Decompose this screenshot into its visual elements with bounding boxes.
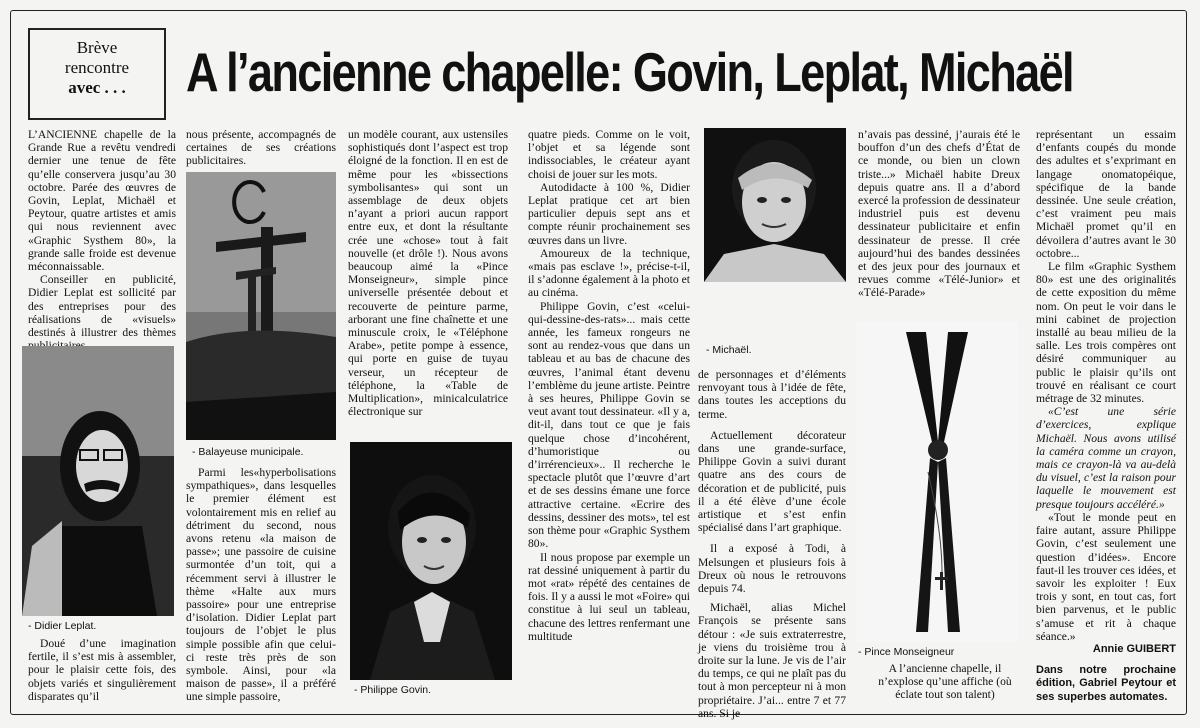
paragraph-hyperbolisations: Parmi les«hyperbolisations sympathiques», dans lesquelles le premier élément est volontairement mis en relief au détriment du second, nous avons retenu «la maison de passe»; une passoire de cuisine surmontée d’un toit, qui a récemment servi à illustrer le thème «Halte aux murs passoire» pour une entreprise d’isolation. Didier Leplat part toujours de l’objet le plus simple possible afin que celui-ci reste très près de son symbole. Ainsi, pour «la maison de passe», il a préféré une simple passoire,	[186, 466, 336, 704]
column-7	[1036, 128, 1176, 703]
column-1-bottom	[28, 637, 176, 703]
paragraph-todi: Il a exposé à Todi, à Melsungen et plusieurs fois à Dreux où nous le retrouvons depuis 74.	[698, 542, 846, 596]
paragraph-personnages: de personnages et d’éléments renvoyant tous à l’idée de fête, dans toutes les acceptions du terme.	[698, 368, 846, 421]
paragraph-decorateur: Actuellement décorateur dans une grande-surface, Philippe Govin a suivi durant quatre ans des cours de décoration et de publicité, puis il a été élève d’une école artistique et s’est enfin spécialisé dans l’art graphique.	[698, 428, 846, 535]
paragraph-tout-le-monde: «Tout le monde peut en faire autant, assure Philippe Govin, c’est seulement une question d’idées». Encore faut-il les trouver ces idées, et savoir les exploiter ! Eux trois y sont, en tout cas, fort bien parvenus, et le public s’amuse et rit à chaque séance.»	[1036, 510, 1176, 643]
paragraph-quatre-pieds: quatre pieds. Comme on le voit, l’objet et sa légende sont indissociables, le créateur ayant choisi de jouer sur les mots.	[528, 128, 690, 181]
photo-michael	[704, 128, 846, 282]
footnote-next-edition: Dans notre prochaine édition, Gabriel Peytour et ses superbes automates.	[1036, 664, 1176, 703]
paragraph-autodidacte: Autodidacte à 100 %, Didier Leplat pratique cet art bien particulier depuis sept ans et compte réunir prochainement ses œuvres dans un livre.	[528, 180, 690, 247]
column-4	[528, 128, 690, 700]
photo-balayeuse	[186, 172, 336, 440]
caption-leplat: - Didier Leplat.	[28, 620, 97, 632]
paragraph-bouffon: n’avais pas dessiné, j’aurais été le bouffon d’un des chefs d’État de ce monde, ou bien un clown triste...» Michaël habite Dreux depuis quatre ans. Il a d’abord exercé la profession de dessinateur industriel puis est devenu dessinateur publicitaire et enfin dessinateur de presse. Il crée aujourd’hui des bandes dessinées et des jeux pour des journaux et revues comme «Télé-Junior» et «Télé-Parade»	[858, 128, 1020, 300]
paragraph-exercices: «C’est une série d’exercices, explique Michaël. Nous avons utilisé la caméra comme un crayon, mais ce crayon-là va au-delà du visuel, c’est la raison pour laquelle le mouvement est presque toujours accéléré.»	[1036, 405, 1176, 511]
photo-didier-leplat	[22, 346, 174, 616]
paragraph-imagination: Doué d’une imagination fertile, il s’est mis à assembler, pour le plaisir cette fois, des objets variés et singulièrement disparates qu’il	[28, 637, 176, 703]
column-2-bottom	[186, 466, 336, 704]
paragraph-film: Le film «Graphic Systhem 80» est une des originalités de cette exposition du même nom. On peut le voir dans le mini cabinet de projection installé au beau milieu de la salle. Les trois compères ont désiré communiquer au public le plaisir qu’ils ont trouvé en réalisant ce court métrage de 32 minutes.	[1036, 260, 1176, 406]
paragraph-presente: nous présente, accompagnés de certaines de ses créations publicitaires.	[186, 128, 336, 168]
column-2-top	[186, 128, 336, 170]
caption-govin: - Philippe Govin.	[354, 684, 432, 696]
column-3-top	[348, 128, 508, 438]
column-6-top	[858, 128, 1020, 328]
kicker-line-2: rencontre	[64, 58, 130, 77]
photo-pince-monseigneur	[856, 322, 1018, 642]
paragraph-affiche: A l’ancienne chapelle, il n’explose qu’une affiche (où éclate tout son talent)	[878, 662, 1012, 702]
kicker-line-1: Brève	[76, 38, 118, 57]
paragraph-essaim: représentant un essaim d’enfants coupés du monde des adultes et s’exprimant en langage onomatopéique, spécifique de la bande dessinée. Une seule création, c’est vraiment peu mais Michaël promet qu’il en dévoilera d’autres avant le 30 octobre...	[1036, 128, 1176, 260]
paragraph-modele: un modèle courant, aux ustensiles sophistiqués dont l’aspect est trop éloigné de la fonction. Il en est de même pour les «bissections symbolisantes» qui sont un assemblage de deux objets n’ayant a priori aucun rapport entre eux, et dont la résultante crée une «chose» tout à fait nouvelle (et drôle !). Nous avons beaucoup aimé la «Pince Monseigneur», simple pince universelle présentée debout et recouverte de peinture parme, arborant une fine chaînette et une minuscule croix, le «Téléphone Arabe», petite pompe à essence, qui porte en guise de tuyau verseur, un récepteur de téléphone, la «Table de Multiplication», minicalculatrice électronique sur	[348, 128, 508, 419]
caption-pince: - Pince Monseigneur	[858, 646, 955, 658]
signature: Annie GUIBERT	[1092, 642, 1176, 655]
paragraph-intro: L’ANCIENNE chapelle de la Grande Rue a revêtu vendredi dernier une tenue de fête qu’elle conservera jusqu’au 30 octobre. Parée des œuvres de Govin, Leplat, Michaël et Peytour, quatre artistes et amis qui nous reviennent avec «Graphic Systhem 80», la grande salle froide est devenue méconnaissable.	[28, 128, 176, 274]
paragraph-michael: Michaël, alias Michel François se présente sans détour : «Je suis extraterrestre, je viens du troisième trou à droite sur la lune. Je vis de l’air du temps, ce qui ne plaît pas du tout à mon percepteur ni à mon propriétaire. J’ai... entre 7 et 77 ans. Si je	[698, 601, 846, 720]
paragraph-govin: Philippe Govin, c’est «celui-qui-dessine-des-rats»... mais cette année, les fameux rongeurs ne sont au rendez-vous que dans un tableau et au bas de chacune des œuvres, l’animal étant devenu l’emblème du jeune artiste. Peintre à ses heures, Philippe Govin se veut avant tout dessinateur. «Il y a, dit-il, dans tout ce que je fais quelque chose d’incohérent, d’humoristique ou d’irrérencieux».. Il recherche le spectacle plutôt que l’œuvre d’art et de ses dessins émane une force attractive certaine. «Ecrire des dessins, dessiner des mots», tel est son thème pour «Graphic Systhem 80».	[528, 299, 690, 551]
column-6-bottom	[868, 662, 1022, 702]
paragraph-amoureux: Amoureux de la technique, «mais pas esclave !», précise-t-il, il s’adonne également à la photo et au cinéma.	[528, 246, 690, 300]
kicker-line-3: avec . . .	[68, 78, 126, 97]
headline: A l’ancienne chapelle: Govin, Leplat, Michaël	[186, 41, 1073, 103]
paragraph-leplat: Conseiller en publicité, Didier Leplat est sollicité par des entreprises pour des réalisations de «visuels» destinés à illustrer des thèmes	[28, 273, 176, 340]
caption-balayeuse: - Balayeuse municipale.	[192, 446, 304, 458]
column-1-top	[28, 128, 176, 343]
photo-philippe-govin	[350, 442, 512, 680]
column-5	[698, 368, 846, 720]
caption-michael: - Michaël.	[706, 344, 752, 356]
paragraph-rat: Il nous propose par exemple un rat dessiné uniquement à partir du mot «rat» répété des centaines de fois. Il y a aussi le mot «Foire» qui constitue à lui seul un tableau, chacune des lettres renfermant une multitude	[528, 550, 690, 643]
kicker-box	[28, 28, 166, 120]
